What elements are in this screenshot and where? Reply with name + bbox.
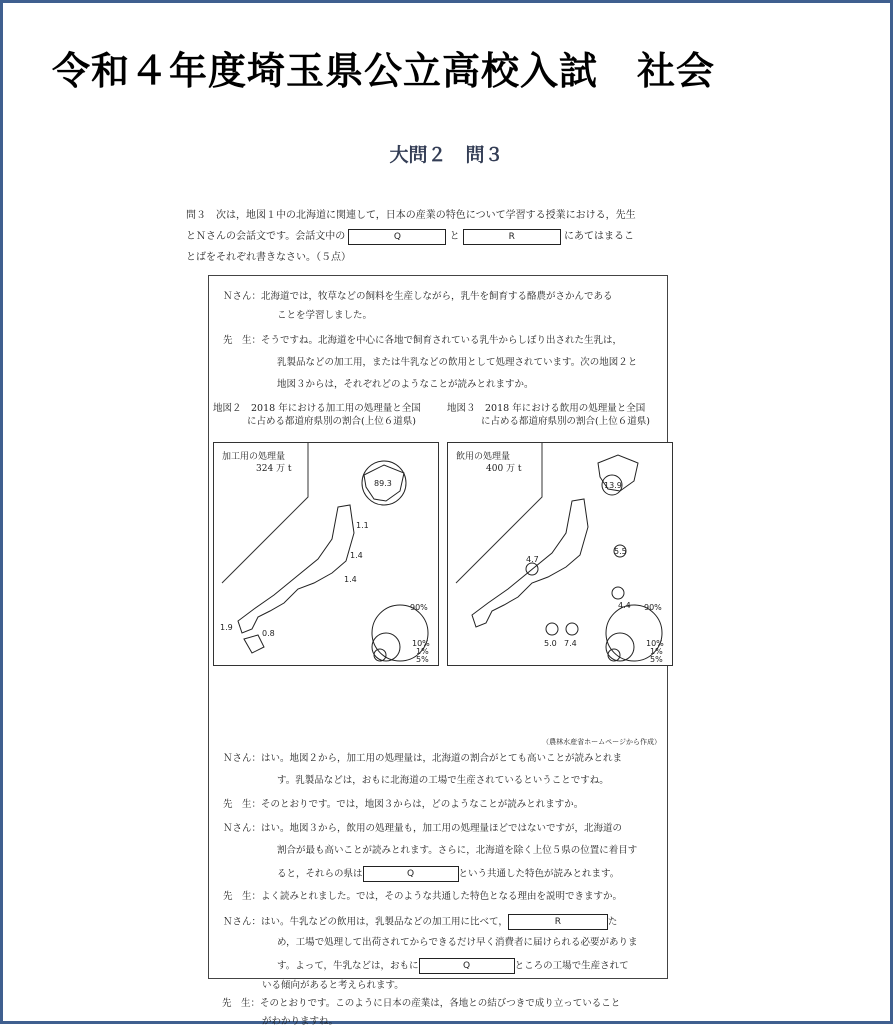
dialog-line [222,997,620,1011]
dialog-text: た [607,916,618,928]
dialog-text: 割合が最も高いことが読みとれます。さらに，北海道を除く上位５県の位置に着目す [277,845,638,856]
question-intro [186,205,694,268]
map2-title [213,402,421,428]
dialog-text: す。よって，牛乳などは，おもに [277,960,419,972]
page-subtitle: 大問２ 問３ [389,144,504,166]
dialog-text: がわかりますね。 [262,1016,339,1027]
map2-value: 1.1 [356,521,369,530]
dialog-line [223,844,637,858]
blank-q: Q [363,866,459,882]
legend-label: 5% [416,655,429,664]
speaker-label: Ｎさん： [223,916,262,928]
legend-label: 10% [646,639,664,648]
dialog-line [223,752,622,766]
dialog-line [223,958,629,974]
speaker-label: 先 生： [222,998,261,1009]
legend-label: 90% [644,603,662,612]
speaker-label: 先 生： [223,891,262,902]
legend-label: 1% [650,647,663,656]
dialog-text: はい。牛乳などの飲用は，乳製品などの加工用に比べて， [261,916,508,928]
dialog-text: 乳製品などの加工用，または牛乳などの飲用として処理されています。次の地図２と [277,357,638,368]
speaker-label: 先 生： [223,799,262,810]
japan-map-graphic [214,443,438,665]
intro-text: にあてはまるこ [563,231,634,242]
map3-title-line: に占める都道府県別の割合(上位６道県) [481,416,650,427]
dialog-line [223,890,622,904]
dialog-line [223,356,637,370]
intro-line [186,226,694,247]
legend-label: 1% [416,647,429,656]
dialog-text: そのとおりです。では，地図３からは，どのようなことが読みとれますか。 [261,799,584,810]
dialog-line [223,378,534,392]
speaker-label: Ｎさん： [223,291,262,302]
dialog-line [223,290,613,304]
dialog-line [262,979,404,993]
dialog-text: そうですね。北海道を中心に各地で飼育されている乳牛からしぼり出された生乳は， [261,335,623,346]
map3-title-line: 地図３ 2018 年における飲用の処理量と全国 [447,403,646,414]
dialog-line [223,936,638,950]
dialog-text: 地図３からは，それぞれどのようなことが読みとれますか。 [277,379,534,390]
map2-title-line: 地図２ 2018 年における加工用の処理量と全国 [213,403,421,414]
intro-text: とＮさんの会話文です。会話文中の [186,231,346,242]
dialog-text: め，工場で処理して出荷されてからできるだけ早く消費者に届けられる必要がありま [277,937,638,948]
legend-label: 5% [650,655,663,664]
dialog-line [223,334,622,348]
map3-value: 5.5 [614,547,627,556]
dialog-text: はい。地図２から，加工用の処理量は，北海道の割合がとても高いことが読みとれま [261,753,623,764]
dialog-box [208,275,668,979]
dialog-text: 北海道では，牧草などの飼料を生産しながら，乳牛を飼育する酪農がさかんである [261,291,613,302]
dialog-line [223,309,372,323]
legend-label: 10% [412,639,430,648]
blank-q: Q [348,229,446,245]
map3 [447,442,673,666]
exam-question-scan [186,205,694,1027]
speaker-label: 先 生： [223,335,262,346]
dialog-line [262,1015,338,1029]
intro-line: 問３ 次は，地図１中の北海道に関連して，日本の産業の特色について学習する授業における，先生 [186,210,636,221]
map3-label-line: 飲用の処理量 [456,452,511,462]
dialog-line [223,822,622,836]
intro-text: と [449,231,460,242]
dialog-line [223,798,583,812]
blank-r: R [508,914,608,930]
map3-value: 4.4 [618,601,631,610]
map2-title-line: に占める都道府県別の割合(上位６道県) [247,416,416,427]
dialog-text: す。乳製品などは，おもに北海道の工場で生産されているということですね。 [277,775,609,786]
dialog-text: ところの工場で生産されて [514,960,629,972]
map3-value: 4.7 [526,555,539,564]
dialog-line [223,866,619,882]
map2-value: 89.3 [374,479,392,488]
dialog-line [223,914,617,930]
dialog-text: はい。地図３から，飲用の処理量も，加工用の処理量ほどではないですが，北海道の [261,823,623,834]
dialog-text: ことを学習しました。 [277,310,373,321]
dialog-text: よく読みとれました。では，そのような共通した特色となる理由を説明できますか。 [261,891,623,902]
dialog-text: そのとおりです。このように日本の産業は，各地との結びつきで成り立っていること [260,998,621,1009]
map3-value: 13.9 [604,481,622,490]
map2-label-line: 加工用の処理量 [222,452,286,462]
japan-map-graphic [448,443,672,665]
dialog-text: いる傾向があると考えられます。 [262,980,404,991]
page-title: 令和４年度埼玉県公立高校入試 社会 [52,49,716,93]
blank-r: R [463,229,561,245]
speaker-label: Ｎさん： [223,823,262,834]
dialog-text: という共通した特色が読みとれます。 [458,868,620,880]
map2-value: 0.8 [262,629,275,638]
map3-value: 7.4 [564,639,577,648]
map2-value: 1.4 [344,575,357,584]
intro-line: とばをそれぞれ書きなさい。（５点） [186,252,351,263]
speaker-label: Ｎさん： [223,753,262,764]
blank-q: Q [419,958,515,974]
map2-value: 1.9 [220,623,233,632]
source-note: （農林水産省ホームページから作成） [542,738,661,746]
map3-title [447,402,650,428]
map2 [213,442,439,666]
map2-label-line: 324 万 t [256,464,292,474]
legend-label: 90% [410,603,428,612]
map2-value: 1.4 [350,551,363,560]
dialog-line [223,774,609,788]
map3-value: 5.0 [544,639,557,648]
dialog-text: ると，それらの県は [277,868,363,880]
map3-label-line: 400 万 t [486,464,522,474]
